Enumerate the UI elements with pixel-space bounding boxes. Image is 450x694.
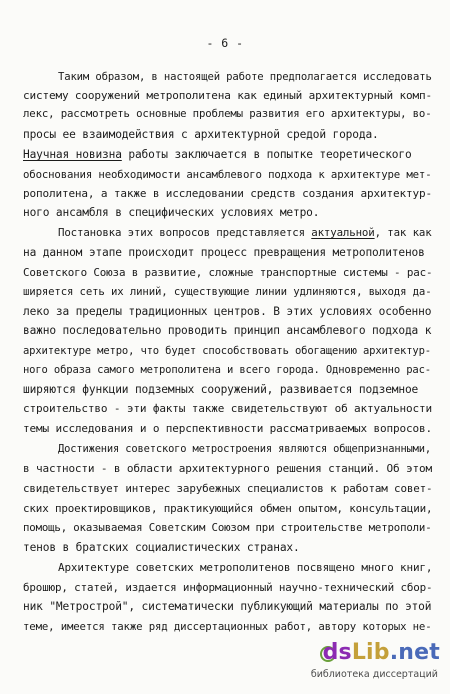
text-line xyxy=(23,482,432,496)
logo-part-lib: Lib xyxy=(351,640,390,665)
text-run: важно последовательно проводить принцип ансамблевого подхода к xyxy=(23,324,432,337)
text-line xyxy=(58,226,432,240)
page-number: - 6 - xyxy=(206,36,244,50)
text-line xyxy=(23,324,431,338)
text-line xyxy=(23,187,432,201)
text-run: Советского Союза в развитие, сложные транспортные системы - рас- xyxy=(23,266,433,279)
text-run: брошюр, статей, издается информационный научно-технический сбор- xyxy=(23,581,433,594)
text-run: просы ее взаимодействия с архитектурной средой города. xyxy=(23,128,379,141)
text-run: ного ансамбля в специфических условиях метро. xyxy=(23,206,320,219)
text-line xyxy=(23,581,432,595)
text-line xyxy=(23,266,432,280)
text-line xyxy=(23,128,379,142)
text-line xyxy=(23,600,431,614)
text-run: тенов в братских социалистических странах. xyxy=(23,541,300,554)
text-run: на данном этапе происходит процесс превращения метрополитенов xyxy=(23,246,425,259)
text-line xyxy=(23,620,432,634)
text-run: строительство - эти факты также свидетельствуют об актуальности xyxy=(23,402,432,415)
text-line xyxy=(58,442,431,456)
text-line xyxy=(58,561,432,575)
logo-part-net: .net xyxy=(389,640,440,665)
text-run: ширяются функции подземных сооружений, развивается подземное xyxy=(23,383,419,396)
text-line xyxy=(23,148,412,162)
watermark-subtitle: библиотека диссертаций xyxy=(310,669,438,680)
text-line xyxy=(23,107,432,121)
text-run: Достижения советского метростроения являются общепризнанными, xyxy=(58,443,432,455)
text-run: ного образа самого метрополитена и всего города. Одновременно рас- xyxy=(23,364,431,376)
underlined-phrase: Научная новизна xyxy=(23,148,122,161)
text-line xyxy=(23,89,432,103)
text-line xyxy=(23,383,418,397)
text-run: теме, имеется также ряд диссертационных работ, автору которых не- xyxy=(23,620,432,633)
text-run: в частности - в области архитектурного решения станций. Об этом xyxy=(23,462,432,475)
text-line xyxy=(23,541,300,555)
text-run: Таким образом, в настоящей работе предполагается исследовать xyxy=(58,71,432,83)
text-run: , так как xyxy=(374,226,432,239)
text-line xyxy=(23,422,432,436)
text-line xyxy=(23,285,432,299)
text-line xyxy=(23,344,431,358)
text-line xyxy=(23,521,432,535)
text-run: систему сооружений метрополитена как единый архитектурный комп- xyxy=(23,89,432,102)
text-run: работы заключается в попытке теоретического xyxy=(121,148,412,161)
text-run: помощь, оказываемая Советским Союзом при строительстве метрополи- xyxy=(23,521,432,534)
text-run: рополитена, а также в исследовании средств создания архитектур- xyxy=(23,187,432,200)
text-line xyxy=(58,70,432,84)
text-run: обоснования необходимости ансамблевого подхода к архитектуре мет- xyxy=(23,168,432,181)
text-line xyxy=(23,502,432,516)
text-line xyxy=(23,168,432,182)
text-run: Архитектуре советских метрополитенов посвящено много книг, xyxy=(58,561,433,574)
logo-part-ds: ds xyxy=(322,640,352,665)
text-line xyxy=(23,462,432,476)
text-run: ширяется сеть их линий, существующие линии удлиняются, выходя да- xyxy=(23,285,432,298)
text-line xyxy=(23,206,319,220)
text-line xyxy=(23,363,431,377)
text-run: лекс, рассмотреть основные проблемы развития его архитектуры, во- xyxy=(23,107,432,120)
text-line xyxy=(23,402,432,416)
text-line xyxy=(23,305,431,319)
text-run: леко за пределы традиционных центров. В этих условиях особенно xyxy=(23,305,432,318)
watermark-logo xyxy=(323,640,440,665)
text-line xyxy=(23,246,425,260)
text-run: ник "Метрострой", систематически публикующий материалы по этой xyxy=(23,600,432,613)
dslib-watermark xyxy=(290,640,440,684)
text-run: ских проектировщиков, практикующийся обмен опытом, консультации, xyxy=(23,502,433,515)
text-run: архитектуре метро, что будет способствовать обогащению архитектур- xyxy=(23,345,431,357)
text-run: темы исследования и о перспективности рассматриваемых вопросов. xyxy=(23,422,432,435)
text-run: Постановка этих вопросов представляется xyxy=(58,226,312,239)
underlined-phrase: актуальной xyxy=(311,226,375,239)
text-run: свидетельствует интерес зарубежных специалистов к работам совет- xyxy=(23,482,433,495)
